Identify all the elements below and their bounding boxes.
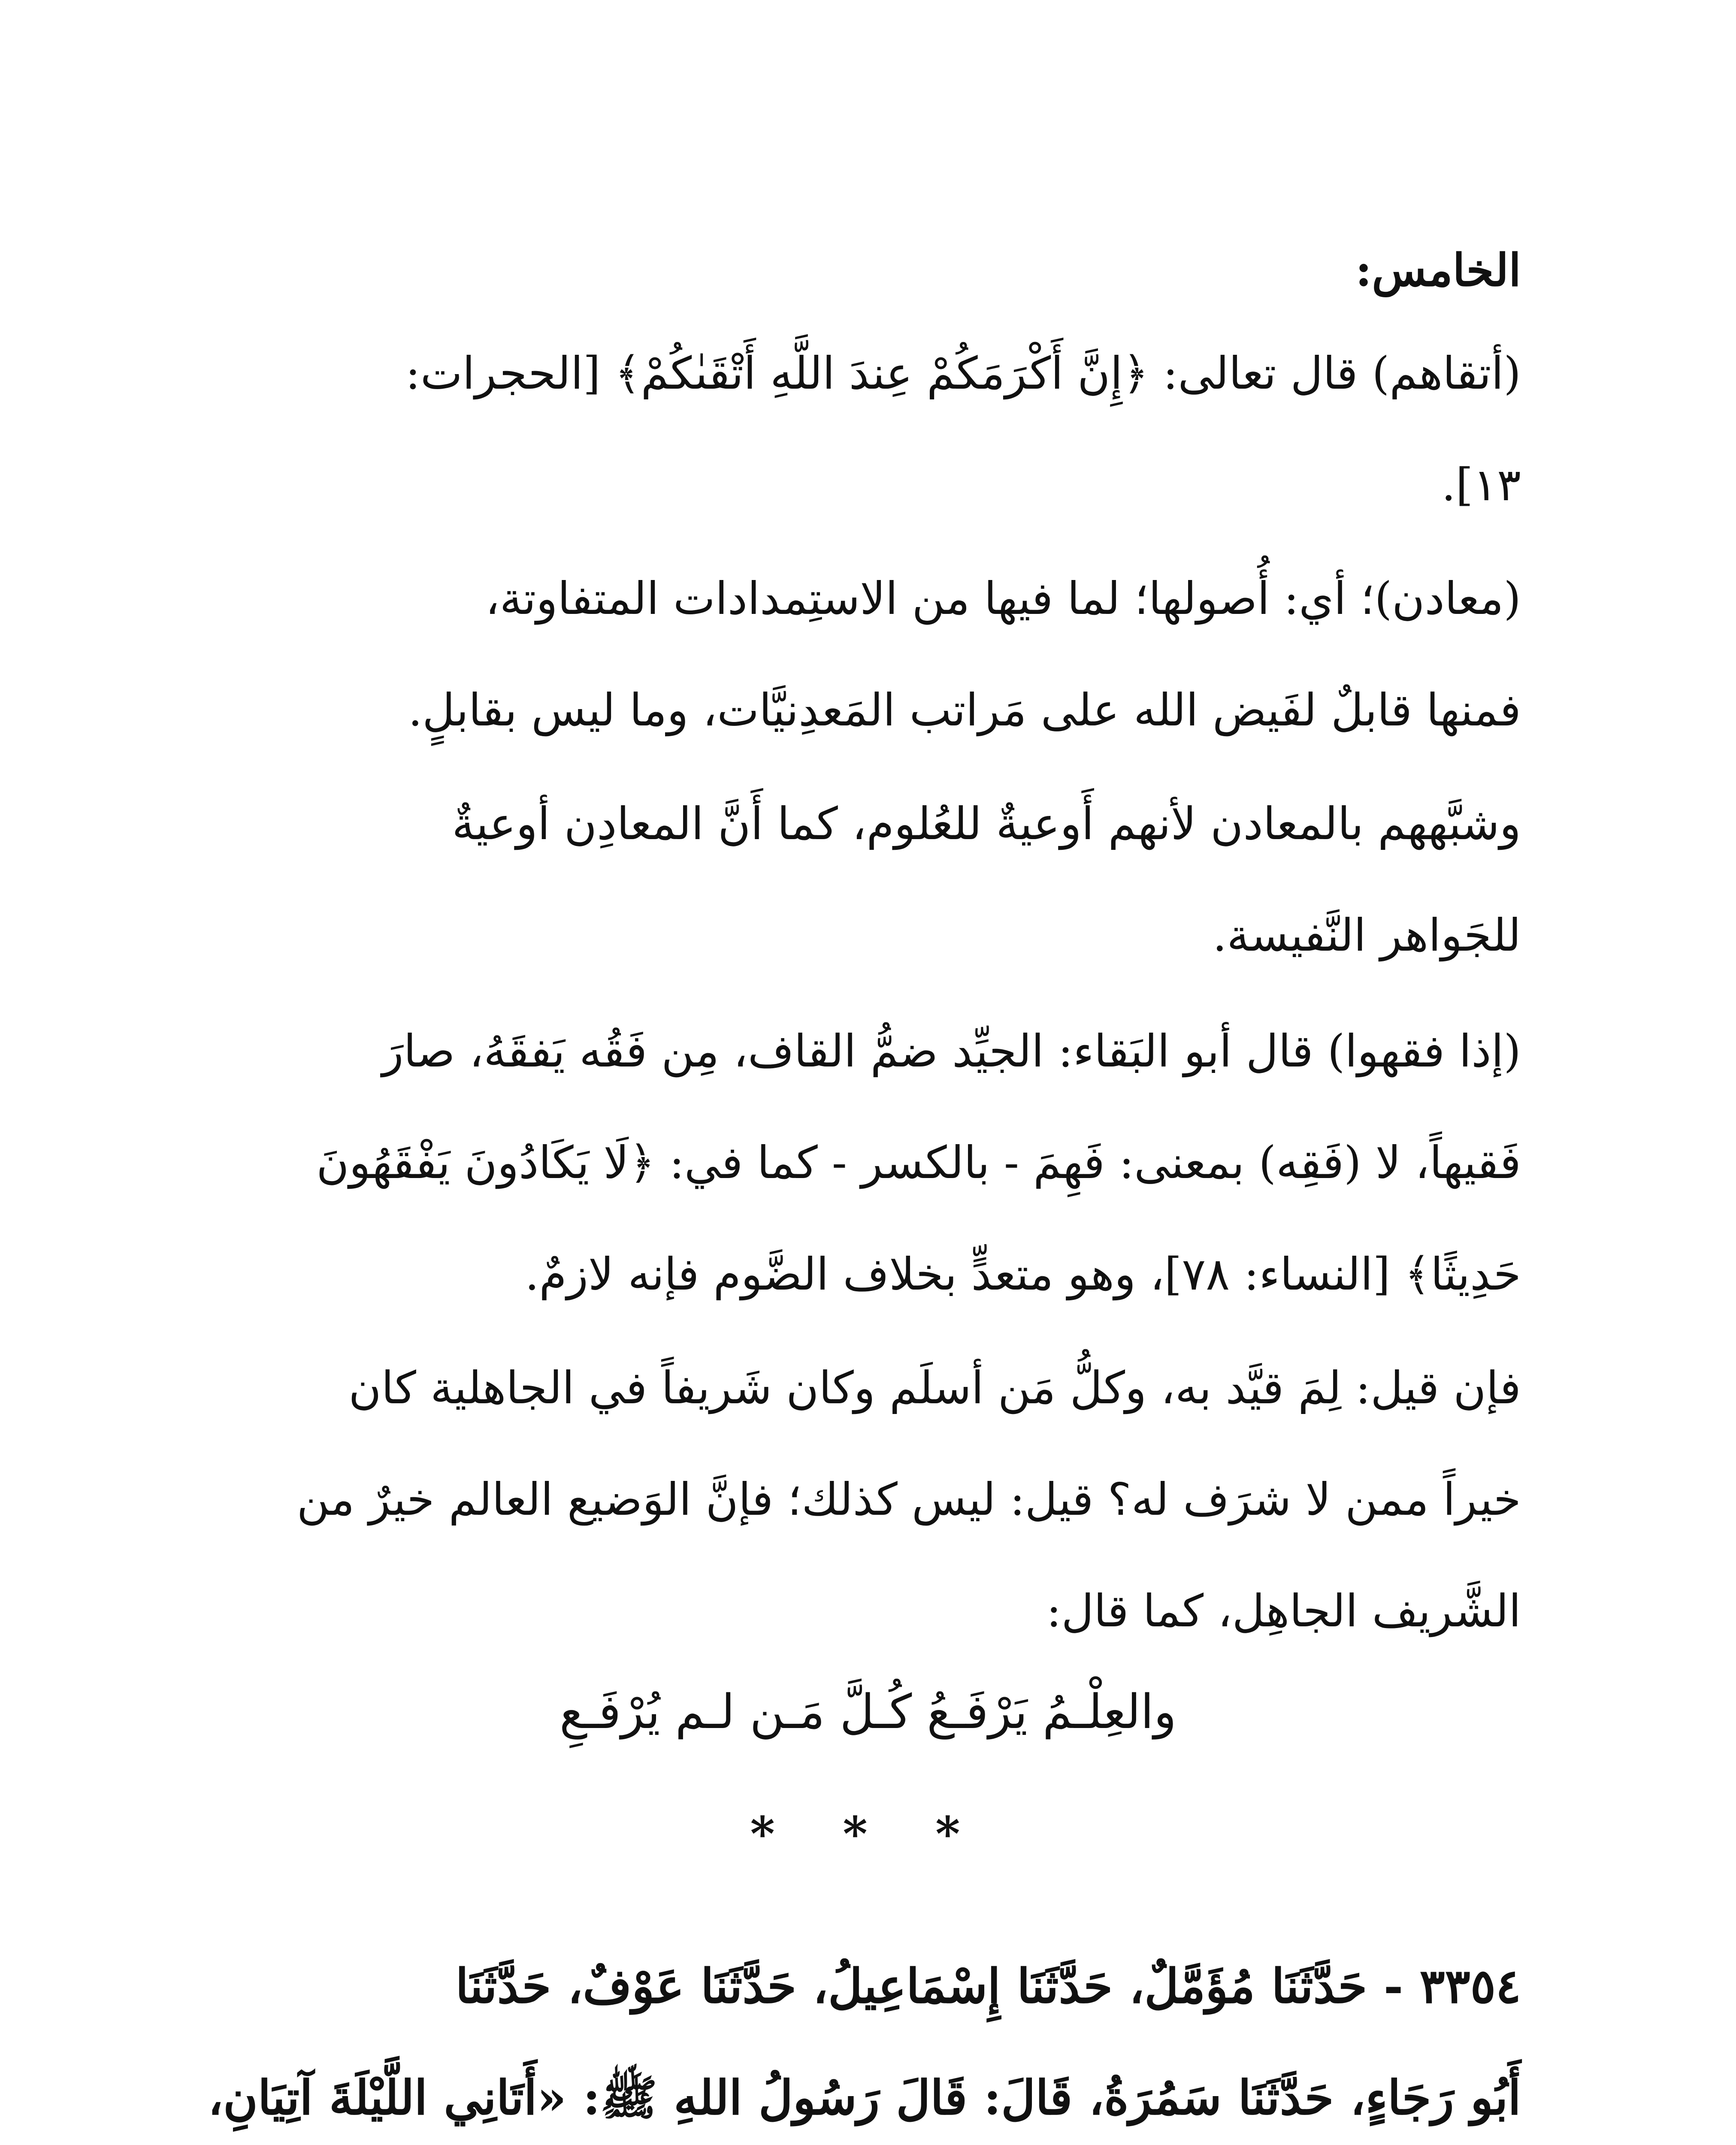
paragraph-line: (إذا فقهوا) قال أبو البَقاء: الجيِّد ضمُّ القاف، مِن فَقُه يَفقَهُ، صارَ xyxy=(382,1025,1521,1077)
paragraph-fa-in-qila xyxy=(219,1332,1521,1667)
paragraph-shabbahahum xyxy=(219,768,1521,991)
section-heading xyxy=(219,214,1521,326)
heading-text: الخامس: xyxy=(1355,244,1521,296)
paragraph-line: فإن قيل: لِمَ قيَّد به، وكلُّ مَن أسلَم وكان شَريفاً في الجاهلية كان xyxy=(348,1362,1521,1414)
paragraph-idha-faqihu xyxy=(219,995,1521,1330)
section-separator: * * * xyxy=(750,1806,986,1861)
hadith-line: ٣٣٥٤ - حَدَّثَنَا مُؤَمَّلٌ، حَدَّثَنَا إِسْمَاعِيلُ، حَدَّثَنَا عَوْفٌ، حَدَّثَنَا xyxy=(455,1958,1521,2014)
hadith-line: أَبُو رَجَاءٍ، حَدَّثَنَا سَمُرَةُ، قَالَ: قَالَ رَسُولُ اللهِ ﷺ: «أَتَانِي اللَّيْلَةَ آتِيَانِ، xyxy=(208,2070,1521,2125)
paragraph-line: خيراً ممن لا شرَف له؟ قيل: ليس كذلك؛ فإنَّ الوَضيع العالم خيرٌ من xyxy=(296,1473,1521,1526)
paragraph-line: وشبَّههم بالمعادن لأنهم أَوعيةٌ للعُلوم، كما أَنَّ المعادِن أوعيةٌ xyxy=(452,798,1521,850)
paragraph-maadin xyxy=(219,543,1521,766)
hadith-text xyxy=(208,1930,1521,2145)
paragraph-line: ١٣]. xyxy=(1441,459,1521,511)
paragraph-line: (أتقاهم) قال تعالى: ﴿إِنَّ أَكْرَمَكُمْ عِندَ اللَّهِ أَتْقَىٰكُمْ﴾ [الحجرات: xyxy=(405,347,1521,399)
paragraph-line: فَقيهاً، لا (فَقِه) بمعنى: فَهِمَ - بالكسر - كما في: ﴿لَا يَكَادُونَ يَفْقَهُونَ xyxy=(316,1136,1521,1189)
paragraph-line: فمنها قابلٌ لفَيض الله على مَراتب المَعدِنيَّات، وما ليس بقابلٍ. xyxy=(408,684,1521,736)
paragraph-atqahum xyxy=(219,317,1521,541)
poetry-verse: والعِلْـمُ يَرْفَـعُ كُـلَّ مَـن لـم يُرْفَـعِ xyxy=(559,1684,1176,1739)
paragraph-line: للجَواهر النَّفيسة. xyxy=(1213,909,1521,961)
paragraph-line: حَدِيثًا﴾ [النساء: ٧٨]، وهو متعدٍّ بخلاف الضَّوم فإنه لازمٌ. xyxy=(525,1248,1521,1300)
paragraph-line: الشَّريف الجاهِل، كما قال: xyxy=(1046,1585,1521,1637)
paragraph-line: (معادن)؛ أي: أُصولها؛ لما فيها من الاستِمدادات المتفاوتة، xyxy=(485,572,1521,625)
